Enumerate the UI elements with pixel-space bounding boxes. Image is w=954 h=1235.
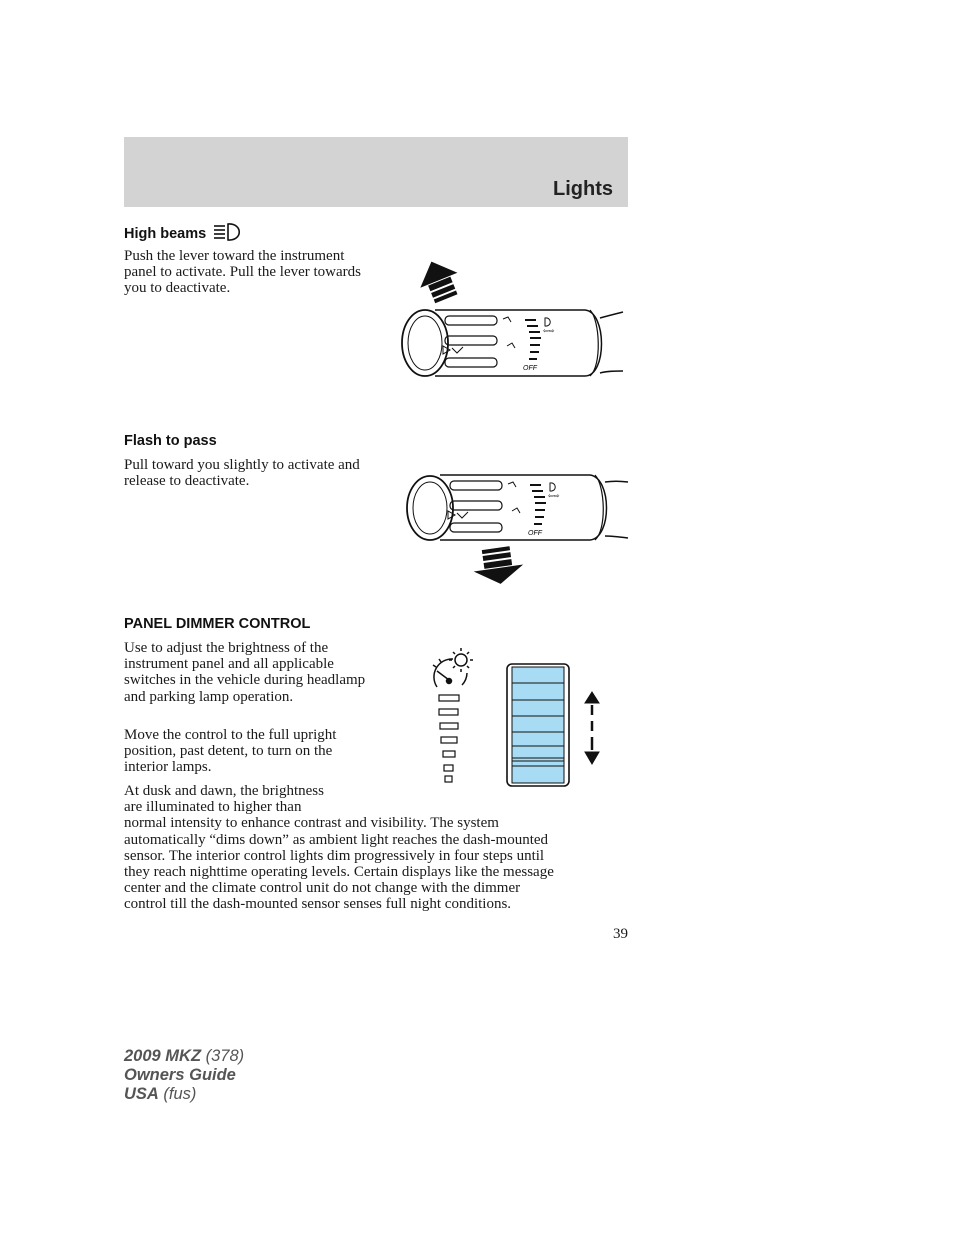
footer-line-2: Owners Guide xyxy=(124,1066,236,1084)
panel-dimmer-p1: Use to adjust the brightness of the instrument panel and all applicable switches in the vehicle during headlamp and parking lamp operation. xyxy=(124,640,366,705)
svg-text:⇦⇨: ⇦⇨ xyxy=(543,328,555,335)
up-down-arrow-icon xyxy=(585,692,599,764)
dimmer-thumbwheel[interactable] xyxy=(507,664,569,786)
p3-line: they reach nighttime operating levels. Certain displays like the message xyxy=(124,864,554,881)
lever-pull-figure xyxy=(400,470,630,588)
p3-line: sensor. The interior control lights dim progressively in four steps until xyxy=(124,847,545,864)
document-footer xyxy=(124,1047,244,1104)
p3-line: normal intensity to enhance contrast and visibility. The system xyxy=(124,815,499,832)
svg-text:⇦⇨: ⇦⇨ xyxy=(548,493,560,500)
p3-line: control till the dash-mounted sensor senses full night conditions. xyxy=(124,896,512,913)
lever-off-label: OFF xyxy=(523,365,537,372)
panel-dimmer-p3 xyxy=(124,783,628,913)
flash-to-pass-text: Pull toward you slightly to activate and release to deactivate. xyxy=(124,457,360,490)
page-title: Lights xyxy=(553,178,613,200)
p3-line: automatically “dims down” as ambient light reaches the dash-mounted xyxy=(124,831,549,848)
p3-line: center and the climate control unit do not change with the dimmer xyxy=(124,880,521,897)
pull-arrow-icon xyxy=(471,545,526,588)
high-beams-text: Push the lever toward the instrument panel to activate. Pull the lever towards you to deactivate. xyxy=(124,248,362,297)
dimmer-control-figure xyxy=(425,645,610,790)
panel-dimmer-p2: Move the control to the full upright position, past detent, to turn on the interior lamps. xyxy=(124,727,337,776)
p3-line: are illuminated to higher than xyxy=(124,799,302,816)
interior-lamp-icon xyxy=(449,648,473,672)
page-number: 39 xyxy=(613,926,628,942)
brightness-step-indicators xyxy=(439,695,459,782)
lever-push-figure xyxy=(395,258,627,378)
flash-to-pass-heading: Flash to pass xyxy=(124,433,217,449)
high-beams-title: High beams xyxy=(124,226,207,242)
p3-line: At dusk and dawn, the brightness xyxy=(124,783,324,799)
instrument-gauge-icon xyxy=(433,659,467,687)
lever-off-label: OFF xyxy=(528,530,542,537)
high-beams-heading xyxy=(124,222,246,242)
push-arrow-icon xyxy=(413,258,465,306)
high-beam-icon xyxy=(212,222,246,242)
panel-dimmer-heading: PANEL DIMMER CONTROL xyxy=(124,616,311,632)
header-band xyxy=(124,137,628,207)
footer-line-3: USA (fus) xyxy=(124,1085,197,1103)
footer-line-1: 2009 MKZ (378) xyxy=(124,1047,245,1065)
